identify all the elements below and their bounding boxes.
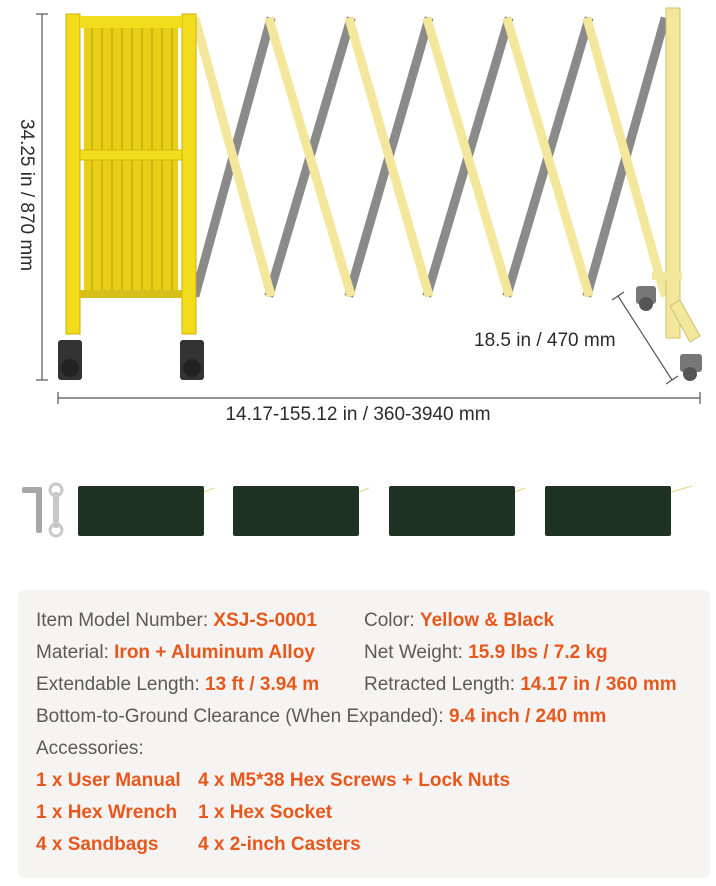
spec-model <box>36 610 317 632</box>
sandbag-icon <box>389 486 525 536</box>
spec-key: Color: <box>364 610 415 631</box>
spec-value: XSJ-S-0001 <box>213 610 317 631</box>
spec-key: Material: <box>36 642 109 663</box>
spec-value: 15.9 lbs / 7.2 kg <box>468 642 608 663</box>
hex-wrench-icon <box>50 484 62 536</box>
spec-value: 13 ft / 3.94 m <box>205 674 320 695</box>
spec-key: Bottom-to-Ground Clearance (When Expanded): <box>36 706 444 727</box>
accessory-item: 4 x 2-inch Casters <box>198 834 361 855</box>
spec-value: Yellow & Black <box>419 610 555 631</box>
accessory-item: 1 x User Manual <box>36 770 181 791</box>
height-dimension-line <box>36 14 48 380</box>
spec-extendable-length <box>36 674 319 696</box>
hex-socket-icon <box>22 487 42 533</box>
spec-key: Item Model Number: <box>36 610 209 631</box>
sandbag-icon <box>233 486 369 536</box>
scissor-arms <box>196 22 664 292</box>
spec-value: 14.17 in / 360 mm <box>520 674 677 695</box>
accessory-item: 1 x Hex Wrench <box>36 802 178 823</box>
spec-ground-clearance <box>36 706 606 728</box>
spec-retracted-length <box>364 674 677 696</box>
sandbag-icon <box>78 486 214 536</box>
spec-color <box>364 610 554 632</box>
retracted-gate-panel <box>58 14 204 380</box>
sandbag-icon <box>545 486 692 536</box>
width-dimension-label: 14.17-155.12 in / 360-3940 mm <box>225 404 491 425</box>
accessory-item: 4 x M5*38 Hex Screws + Lock Nuts <box>198 770 511 791</box>
depth-dimension-label: 18.5 in / 470 mm <box>474 330 616 351</box>
spec-material <box>36 642 315 664</box>
accessories-heading: Accessories: <box>36 738 144 759</box>
spec-value: 9.4 inch / 240 mm <box>448 706 607 727</box>
accessory-item: 1 x Hex Socket <box>198 802 333 823</box>
accessory-item: 4 x Sandbags <box>36 834 159 855</box>
spec-value: Iron + Aluminum Alloy <box>114 642 315 663</box>
height-dimension-label: 34.25 in / 870 mm <box>16 118 37 272</box>
spec-weight <box>364 642 608 664</box>
spec-key: Retracted Length: <box>364 674 516 695</box>
spec-key: Net Weight: <box>364 642 463 663</box>
end-post <box>636 8 702 381</box>
spec-key: Extendable Length: <box>36 674 200 695</box>
width-dimension-line <box>58 392 700 404</box>
